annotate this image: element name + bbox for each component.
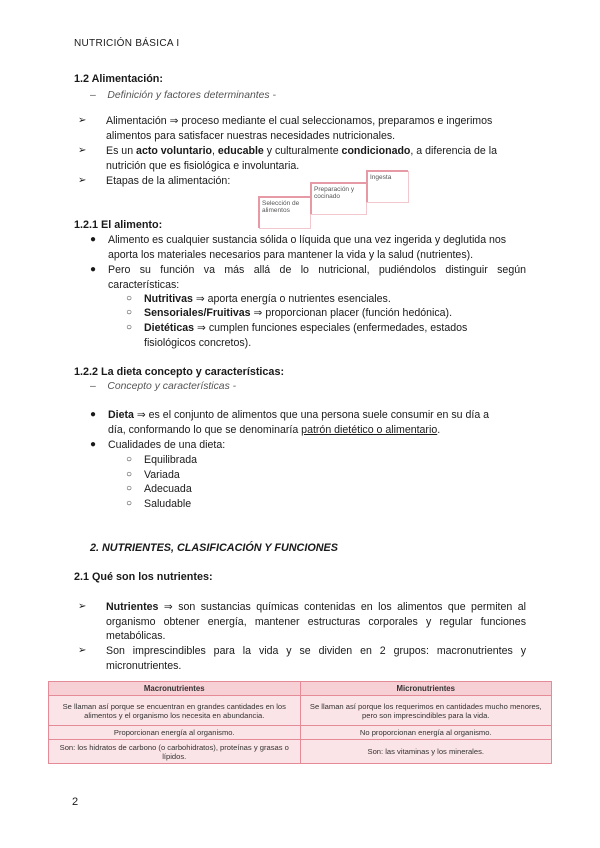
quality-item xyxy=(126,482,197,497)
quality-item xyxy=(126,497,197,512)
table-cell: Se llaman así porque se encuentran en grandes cantidades en los alimentos y el organismo los necesita en abundancia. xyxy=(49,696,301,726)
text: ⇒ proporcionan placer (función hedónica). xyxy=(250,307,453,319)
table-cell: Proporcionan energía al organismo. xyxy=(49,726,301,740)
text: , xyxy=(211,145,218,157)
text: día, conformando lo que se denominaría xyxy=(108,423,302,436)
column-header: Micronutrientes xyxy=(300,682,552,696)
bold-text: condicionado xyxy=(341,145,411,157)
page-number: 2 xyxy=(72,796,79,808)
quality-label: Saludable xyxy=(144,497,192,510)
bullet-imprescindibles xyxy=(78,644,526,673)
bullet-text: Alimento es cualquier sustancia sólida o líquida que una vez ingerida y deglutida nos xyxy=(108,234,507,246)
text: ⇒ son sustancias químicas contenidas en los alimentos que permiten al xyxy=(158,601,526,613)
quality-label: Equilibrada xyxy=(144,454,198,466)
bold-text: educable xyxy=(217,145,264,157)
bold-text: Dietéticas xyxy=(144,322,195,334)
arrow-bullet-icon: ➢ xyxy=(78,175,87,186)
arrow-bullet-icon: ➢ xyxy=(78,115,87,126)
quality-label: Adecuada xyxy=(144,483,192,496)
circle-bullet-icon: ○ xyxy=(126,322,133,333)
circle-bullet-icon: ○ xyxy=(126,454,133,465)
arrow-bullet-icon: ➢ xyxy=(78,145,87,156)
bullet-nutrientes xyxy=(78,600,526,644)
text: Es un xyxy=(106,145,137,157)
bold-text: Sensoriales/Fruitivas xyxy=(144,307,251,319)
stage-step-1 xyxy=(258,196,310,228)
bullet-text: fisiológicos concretos). xyxy=(144,336,252,349)
sub-bullet-nutritivas xyxy=(126,292,526,307)
text: ⇒ aporta energía o nutrientes esenciales. xyxy=(192,293,391,305)
bullet-text: alimentos para satisfacer nuestras necesidades nutricionales. xyxy=(106,129,396,142)
table-row xyxy=(49,740,552,764)
stage-label: Selección de alimentos xyxy=(262,200,300,214)
sub-bullet-sensoriales xyxy=(126,306,526,321)
bullet-text: nutrición que es fisiológica e involuntaria. xyxy=(106,159,300,172)
nutrients-table xyxy=(48,681,552,764)
section-title-1-2-1: 1.2.1 El alimento: xyxy=(74,219,163,231)
quality-label: Variada xyxy=(144,468,180,481)
table-cell: Son: los hidratos de carbono (o carbohidratos), proteínas y grasas o lípidos. xyxy=(49,740,301,764)
sub-bullet-dieteticas xyxy=(126,321,526,350)
stage-label: Preparación y cocinado xyxy=(314,186,355,200)
text: . xyxy=(437,423,441,436)
bullet-text: Pero su función va más allá de lo nutricional, pudiéndolos distinguir según xyxy=(108,264,526,276)
stages-diagram xyxy=(258,170,408,226)
bold-text: Nutritivas xyxy=(144,293,193,305)
bullet-dieta xyxy=(90,408,526,437)
stage-step-2 xyxy=(310,182,366,214)
bullet-text: Cualidades de una dieta: xyxy=(108,439,226,451)
subtitle-text: Concepto y características - xyxy=(107,381,237,392)
bullet-funcion xyxy=(90,263,526,292)
section-subtitle-1-2-2: – Concepto y características - xyxy=(90,381,237,392)
text: ⇒ cumplen funciones especiales (enfermedades, estados xyxy=(194,322,468,334)
circle-bullet-icon: ○ xyxy=(126,483,133,495)
dot-bullet-icon: ● xyxy=(90,409,97,420)
section-title-1-2-2: 1.2.2 La dieta concepto y características: xyxy=(74,366,285,378)
bullet-text: organismo obtener energía, mantener estructuras corporales y regular funciones xyxy=(106,615,526,628)
bullet-text: Son imprescindibles para la vida y se dividen en 2 grupos: macronutrientes y xyxy=(106,645,526,657)
stage-step-3 xyxy=(366,170,408,202)
section-title-2-1: 2.1 Qué son los nutrientes: xyxy=(74,571,213,583)
dot-bullet-icon: ● xyxy=(90,234,97,245)
table-header-row xyxy=(49,682,552,696)
table-row xyxy=(49,696,552,726)
bold-text: Dieta xyxy=(108,409,134,421)
circle-bullet-icon: ○ xyxy=(126,293,133,304)
circle-bullet-icon: ○ xyxy=(126,497,133,509)
table-row xyxy=(49,726,552,740)
text: ⇒ es el conjunto de alimentos que una persona suele consumir en su día a xyxy=(133,409,490,421)
arrow-bullet-icon: ➢ xyxy=(78,645,87,656)
dot-bullet-icon: ● xyxy=(90,439,97,450)
bullet-text: Alimentación ⇒ proceso mediante el cual seleccionamos, preparamos e ingerimos xyxy=(106,115,493,127)
section-title-2: 2. NUTRIENTES, CLASIFICACIÓN Y FUNCIONES xyxy=(90,542,338,554)
underlined-text: patrón dietético o alimentario xyxy=(301,423,438,436)
bullet-alimento xyxy=(90,233,526,262)
arrow-bullet-icon: ➢ xyxy=(78,601,87,612)
bullet-text: micronutrientes. xyxy=(106,659,182,672)
bullet-alimentacion xyxy=(78,114,526,143)
subtitle-text: Definición y factores determinantes - xyxy=(107,90,276,101)
bullet-acto-voluntario xyxy=(78,144,526,173)
bullet-text: metabólicas. xyxy=(106,630,166,643)
circle-bullet-icon: ○ xyxy=(126,468,133,480)
qualities-list xyxy=(126,453,197,511)
stage-label: Ingesta xyxy=(370,174,392,181)
circle-bullet-icon: ○ xyxy=(126,307,133,318)
table-cell: Se llaman así porque los requerimos en cantidades mucho menores, pero son imprescindibles para la vida. xyxy=(300,696,552,726)
text: y culturalmente xyxy=(263,145,342,157)
dot-bullet-icon: ● xyxy=(90,264,97,275)
section-title-1-2: 1.2 Alimentación: xyxy=(74,73,163,85)
bullet-text: características: xyxy=(108,278,180,291)
bullet-text: aporta los materiales necesarios para mantener la vida y la salud (nutrientes). xyxy=(108,248,474,261)
column-header: Macronutrientes xyxy=(49,682,301,696)
bullet-text: Etapas de la alimentación: xyxy=(106,175,231,187)
bold-text: Nutrientes xyxy=(106,601,159,613)
page-header: NUTRICIÓN BÁSICA I xyxy=(74,38,180,49)
section-subtitle-1-2: – Definición y factores determinantes - xyxy=(90,90,276,101)
bullet-cualidades xyxy=(90,438,526,453)
quality-item xyxy=(126,453,197,468)
table-cell: No proporcionan energía al organismo. xyxy=(300,726,552,740)
quality-item xyxy=(126,468,197,483)
bold-text: acto voluntario xyxy=(136,145,212,157)
table-cell: Son: las vitaminas y los minerales. xyxy=(300,740,552,764)
text: , a diferencia de la xyxy=(410,145,497,157)
